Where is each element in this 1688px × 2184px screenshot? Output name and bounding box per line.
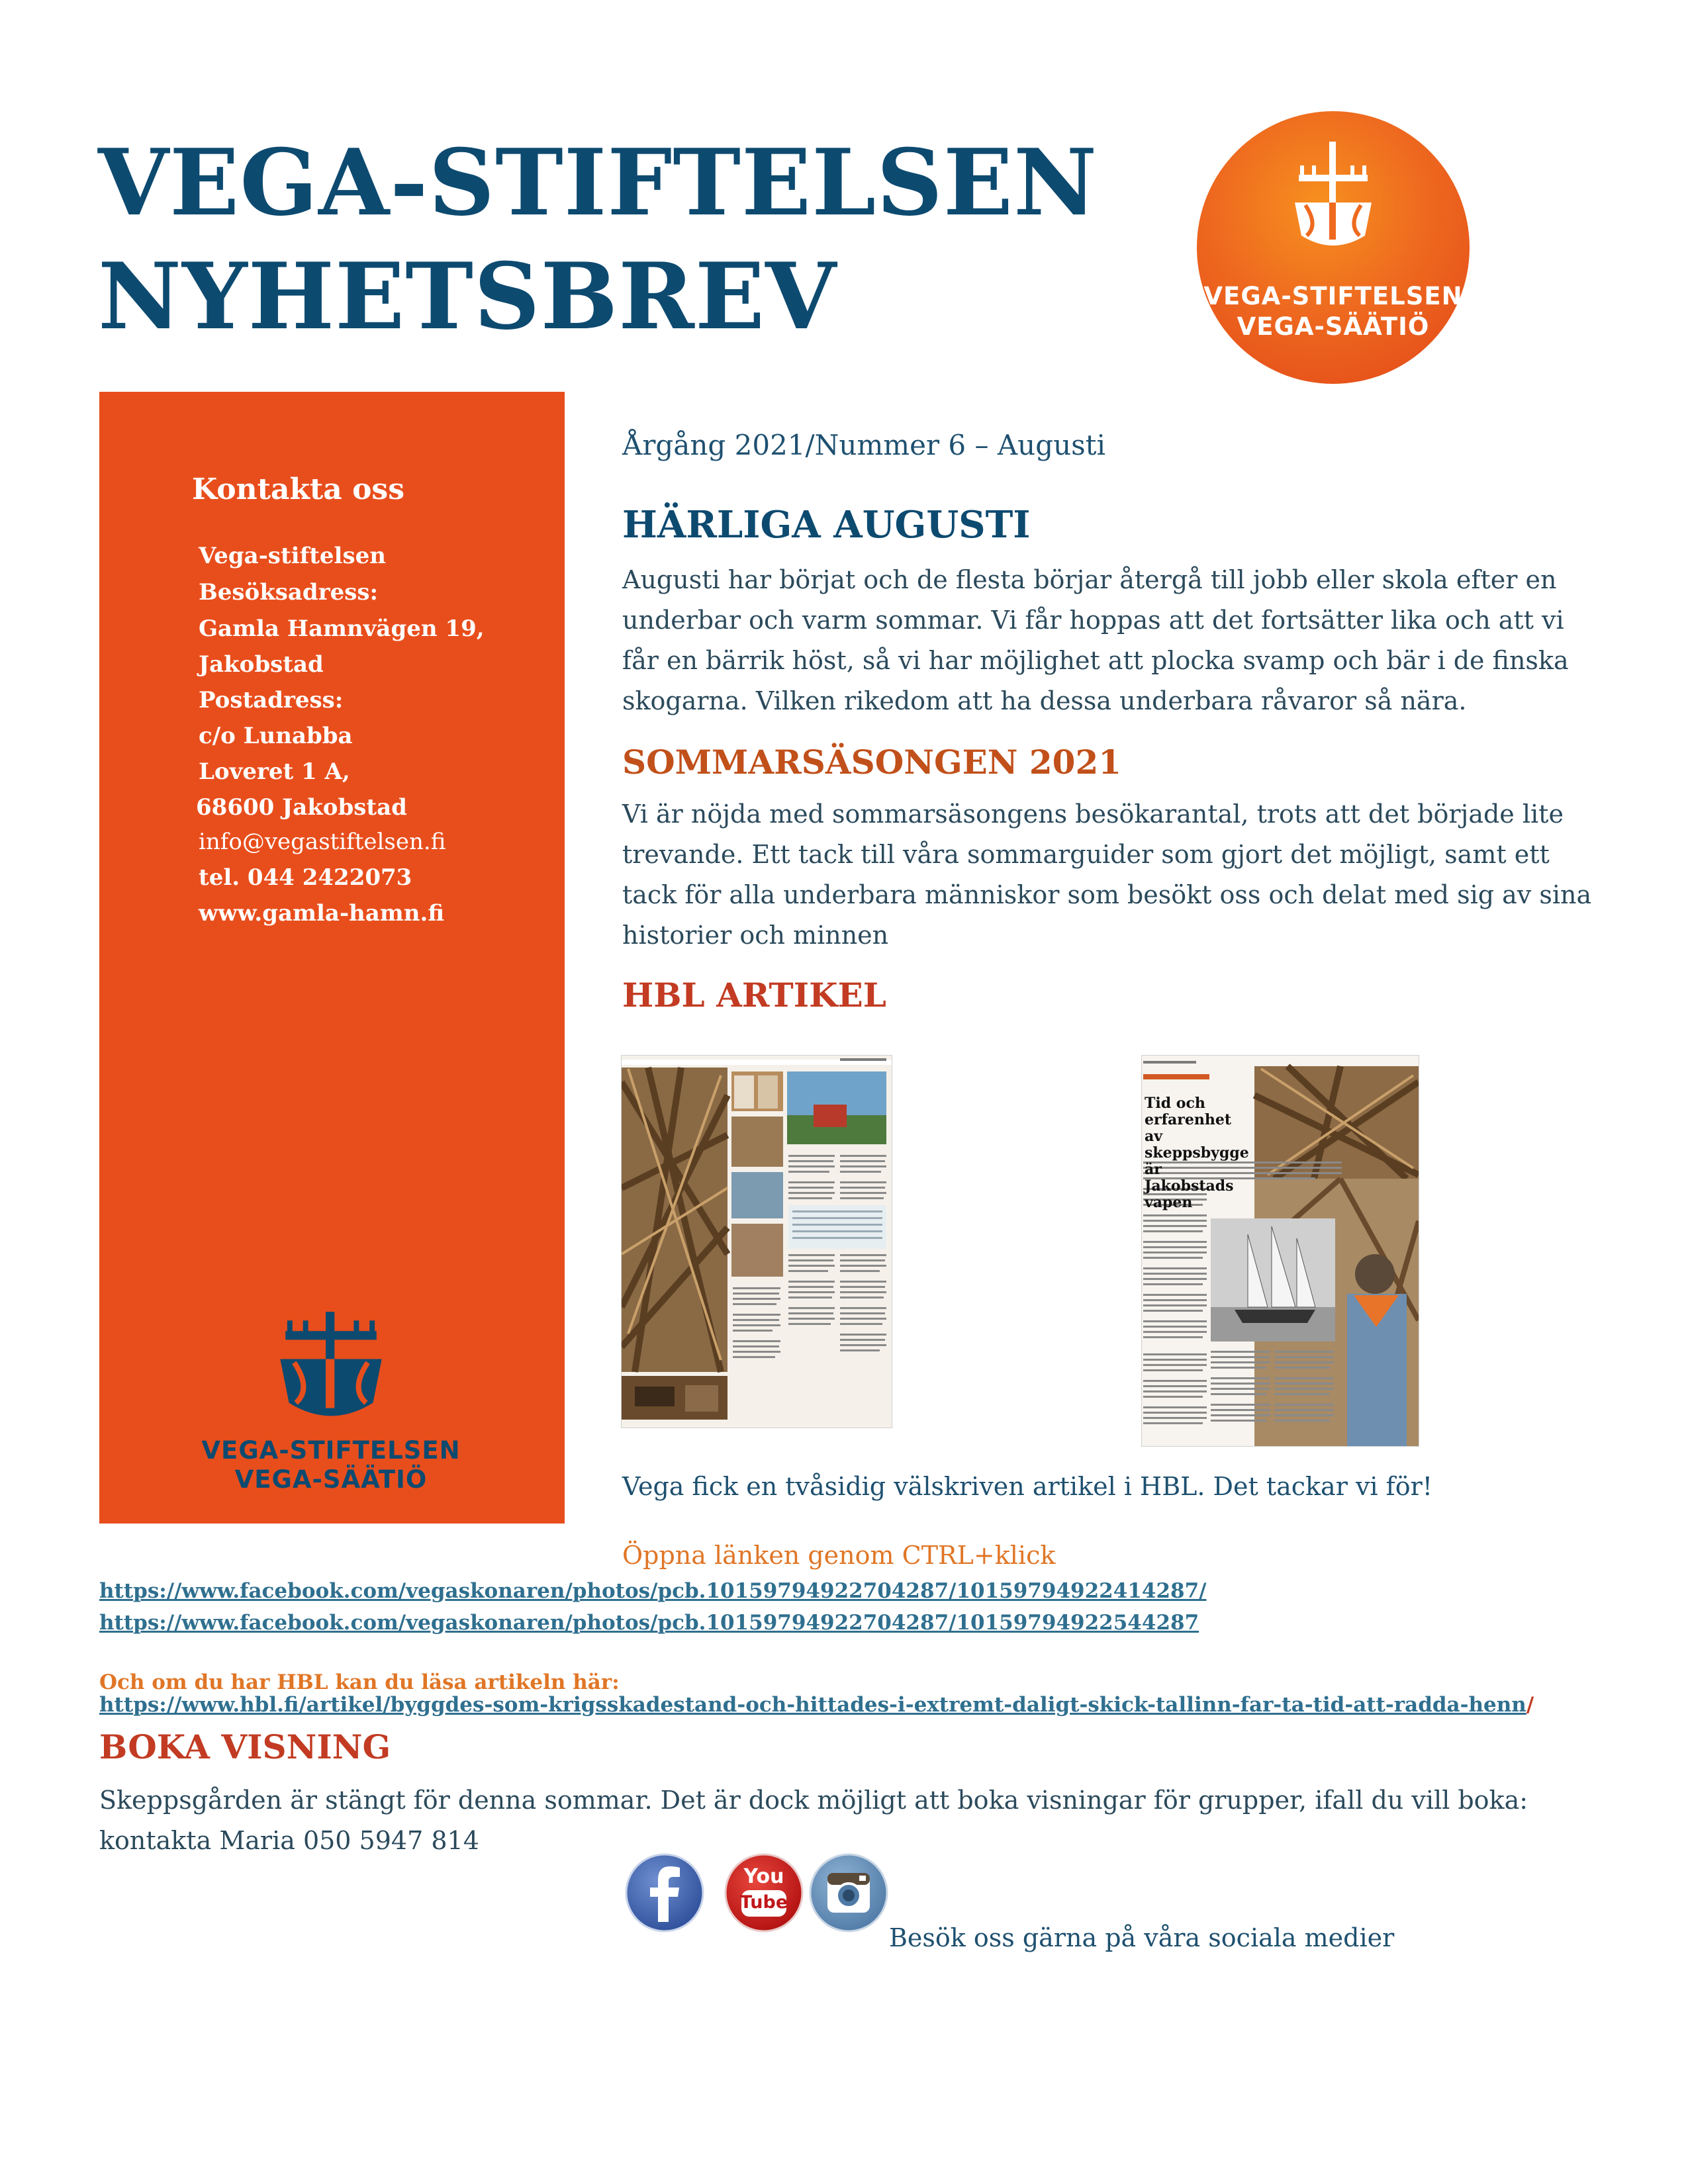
- logo-text-1: VEGA-STIFTELSEN: [1203, 282, 1463, 310]
- hbl-article-page-1: [621, 1055, 892, 1428]
- hbl-read-note: Och om du har HBL kan du läsa artikeln här:: [99, 1670, 620, 1694]
- ship-icon: [277, 1312, 385, 1431]
- hbl-article-link-row: [99, 1693, 1534, 1717]
- contact-postal-label: Postadress:: [199, 687, 344, 713]
- youtube-label-you: You: [743, 1865, 784, 1888]
- section-heading-sommar: SOMMARSÄSONGEN 2021: [622, 743, 1122, 782]
- ship-icon: [1292, 139, 1374, 271]
- title-line-1: VEGA-STIFTELSEN: [98, 128, 1098, 236]
- facebook-photo-link-2[interactable]: https://www.facebook.com/vegaskonaren/photos/pcb.10159794922704287/10159794922544287: [99, 1611, 1199, 1635]
- page-title: [98, 126, 1098, 353]
- section-text-sommar: Vi är nöjda med sommarsäsongens besökarantal, trots att det började lite trevande. Ett tack till våra sommarguider som gjort det möjligt, samt ett tack för alla underbara människor som besökt oss och delat med sig av sina historier och minnen: [622, 799, 1592, 950]
- ctrl-click-hint: Öppna länken genom CTRL+klick: [622, 1541, 1056, 1570]
- contact-postal-city: 68600 Jakobstad: [196, 794, 407, 821]
- contact-heading: Kontakta oss: [192, 473, 404, 506]
- hbl-article-page-2: [1141, 1055, 1419, 1447]
- article-page-1-graphic: [622, 1056, 892, 1428]
- contact-phone: tel. 044 2422073: [199, 864, 412, 891]
- instagram-icon[interactable]: [809, 1853, 888, 1933]
- facebook-icon[interactable]: [625, 1853, 704, 1933]
- article-caption: Vega fick en tvåsidig välskriven artikel i HBL. Det tackar vi för!: [622, 1472, 1433, 1501]
- facebook-photo-link-1[interactable]: https://www.facebook.com/vegaskonaren/photos/pcb.10159794922704287/10159794922414287/: [99, 1579, 1207, 1603]
- contact-street: Gamla Hamnvägen 19,: [199, 615, 485, 642]
- youtube-icon[interactable]: [724, 1853, 804, 1933]
- contact-postal-street: Loveret 1 A,: [199, 758, 350, 785]
- vega-logo: [1197, 111, 1470, 384]
- contact-sidebar: [99, 392, 565, 1524]
- title-line-2: NYHETSBREV: [98, 242, 837, 350]
- contact-org: Vega-stiftelsen: [199, 543, 386, 569]
- sidebar-logo-text-1: VEGA-STIFTELSEN: [201, 1436, 461, 1465]
- hbl-link-tail: /: [1526, 1693, 1534, 1717]
- contact-email[interactable]: info@vegastiftelsen.fi: [199, 829, 446, 855]
- sidebar-logo-text-2: VEGA-SÄÄTIÖ: [234, 1465, 428, 1494]
- section-heading-augusti: HÄRLIGA AUGUSTI: [622, 503, 1031, 547]
- section-text-augusti: Augusti har börjat och de flesta börjar återgå till jobb eller skola efter en underbar och varm sommar. Vi får hoppas att det fortsätter lika och att vi får en bärrik höst, så vi har möjlighet att plocka svamp och bär i de finska skogarna. Vilken rikedom att ha dessa underbara råvaror så nära.: [622, 565, 1569, 715]
- section-text-boka: Skeppsgården är stängt för denna sommar. Det är dock möjligt att boka visningar för grupper, ifall du vill boka: kontakta Maria 050 5947 814: [99, 1786, 1528, 1855]
- contact-city: Jakobstad: [199, 651, 324, 678]
- article-headline: Tid och erfarenhet av skeppsbygge är Jakobstads vapen: [1145, 1095, 1249, 1211]
- youtube-label-tube: Tube: [739, 1892, 788, 1913]
- hbl-article-link[interactable]: https://www.hbl.fi/artikel/byggdes-som-krigsskadestand-och-hittades-i-extremt-daligt-skick-tallinn-far-ta-tid-att-radda-henn: [99, 1693, 1526, 1717]
- social-media-text: Besök oss gärna på våra sociala medier: [889, 1923, 1395, 1952]
- contact-co: c/o Lunabba: [199, 723, 353, 749]
- logo-text-2: VEGA-SÄÄTIÖ: [1237, 312, 1430, 341]
- contact-visit-label: Besöksadress:: [199, 579, 379, 606]
- contact-website[interactable]: www.gamla-hamn.fi: [199, 900, 445, 927]
- section-heading-boka: BOKA VISNING: [99, 1727, 391, 1766]
- issue-line: Årgång 2021/Nummer 6 – Augusti: [622, 429, 1105, 461]
- section-heading-hbl: HBL ARTIKEL: [622, 976, 886, 1015]
